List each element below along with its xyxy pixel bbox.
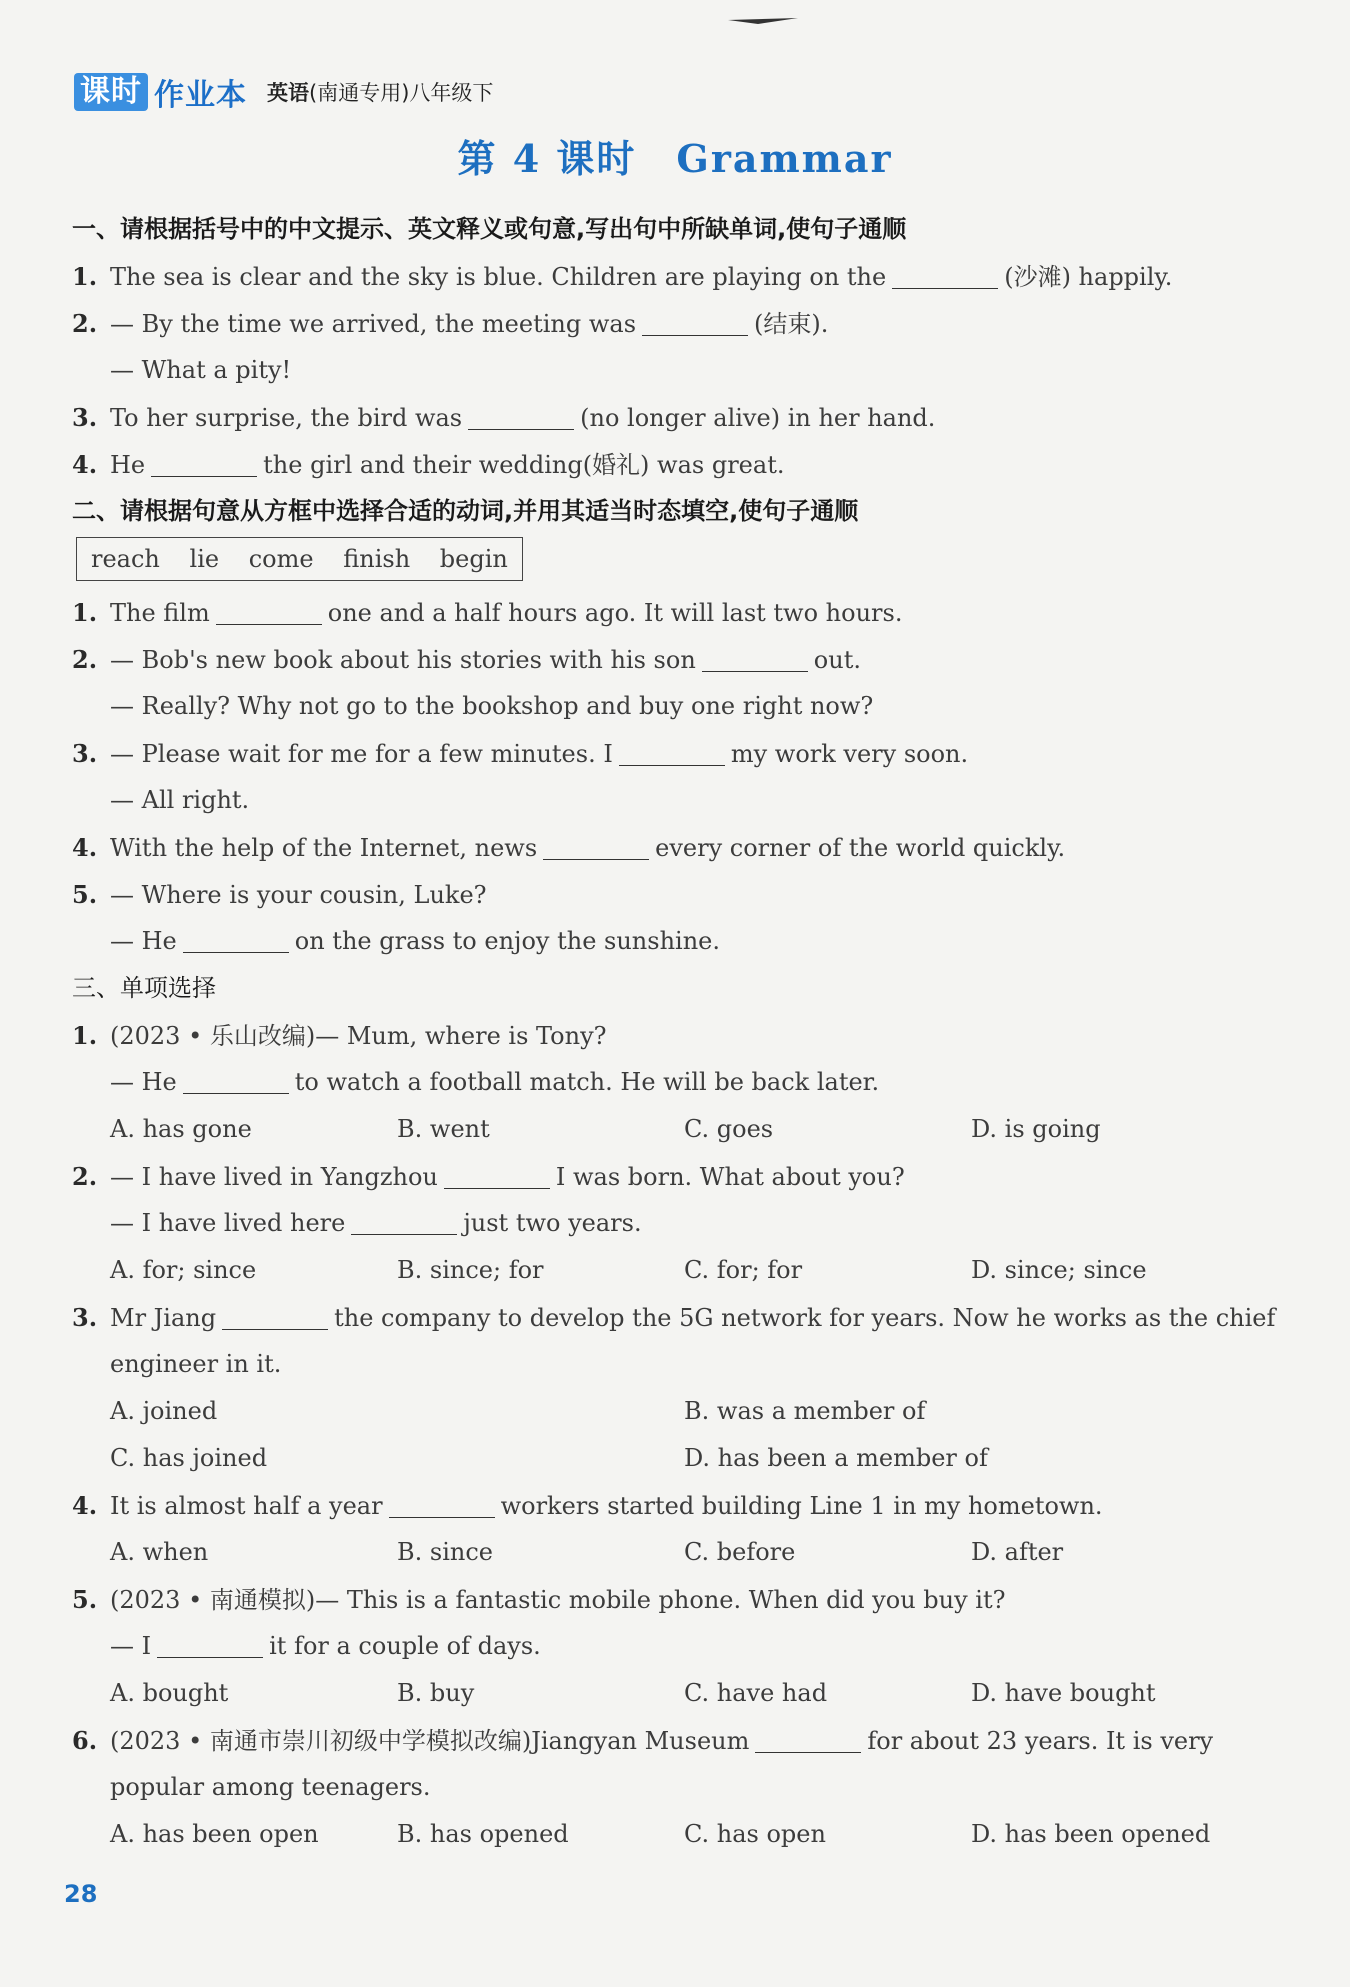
s3-q1-options	[72, 1106, 1282, 1153]
s2-question-4: 4. With the help of the Internet, news every corner of the world quickly.	[72, 824, 1282, 871]
s1-question-4: 4. He the girl and their wedding(婚礼) was great.	[72, 441, 1282, 488]
brand-logo: 课时	[74, 73, 148, 111]
option-c[interactable]: C. before	[684, 1538, 796, 1566]
s3-question-1-reply: — He to watch a football match. He will be back later.	[72, 1059, 1282, 1106]
option-b[interactable]: B. was a member of	[684, 1397, 926, 1425]
answer-blank[interactable]	[543, 829, 649, 860]
answer-blank[interactable]	[892, 258, 998, 289]
exercise-content	[72, 206, 1282, 1858]
word-option: begin	[439, 545, 508, 573]
s3-question-3-cont: engineer in it.	[110, 1350, 282, 1378]
answer-blank[interactable]	[702, 641, 808, 672]
option-c[interactable]: C. goes	[684, 1115, 774, 1143]
answer-blank[interactable]	[444, 1158, 550, 1189]
s1-question-3: 3. To her surprise, the bird was (no longer alive) in her hand.	[72, 394, 1282, 441]
page-title: 第 4 课时 Grammar	[457, 136, 893, 181]
answer-blank[interactable]	[468, 399, 574, 430]
answer-blank[interactable]	[755, 1722, 861, 1753]
option-b[interactable]: B. buy	[397, 1679, 475, 1707]
s2-question-1: 1. The film one and a half hours ago. It will last two hours.	[72, 589, 1282, 636]
word-box	[76, 537, 523, 581]
s3-question-6: 6. (2023 • 南通市崇川初级中学模拟改编)Jiangyan Museum for about 23 years. It is very	[72, 1717, 1282, 1764]
option-d[interactable]: D. has been opened	[971, 1820, 1211, 1848]
s2-question-5-reply: — He on the grass to enjoy the sunshine.	[72, 918, 1282, 965]
option-b[interactable]: B. since; for	[397, 1256, 544, 1284]
option-a[interactable]: A. when	[110, 1538, 209, 1566]
option-a[interactable]: A. has gone	[110, 1115, 252, 1143]
s3-question-2: 2. — I have lived in Yangzhou I was born. What about you?	[72, 1153, 1282, 1200]
answer-blank[interactable]	[183, 922, 289, 953]
answer-blank[interactable]	[222, 1299, 328, 1330]
option-a[interactable]: A. for; since	[110, 1256, 257, 1284]
word-option: lie	[189, 545, 220, 573]
option-a[interactable]: A. joined	[110, 1397, 218, 1425]
subject-label: 英语(南通专用)八年级下	[267, 81, 494, 105]
answer-blank[interactable]	[389, 1487, 495, 1518]
s3-question-4: 4. It is almost half a year workers started building Line 1 in my hometown.	[72, 1482, 1282, 1529]
answer-blank[interactable]	[157, 1627, 263, 1658]
page-number: 28	[64, 1880, 98, 1908]
s3-q5-options	[72, 1670, 1282, 1717]
s3-question-3: 3. Mr Jiang the company to develop the 5G network for years. Now he works as the chief	[72, 1294, 1282, 1341]
s3-question-6-cont: popular among teenagers.	[110, 1773, 431, 1801]
option-c[interactable]: C. have had	[684, 1679, 828, 1707]
option-c[interactable]: C. has open	[684, 1820, 826, 1848]
s2-question-3: 3. — Please wait for me for a few minutes. I my work very soon.	[72, 730, 1282, 777]
answer-blank[interactable]	[216, 594, 322, 625]
answer-blank[interactable]	[642, 305, 748, 336]
s3-q3-options-row1	[72, 1388, 1282, 1435]
s2-question-2-reply: — Really? Why not go to the bookshop and buy one right now?	[110, 692, 874, 720]
book-header	[74, 70, 493, 114]
option-b[interactable]: B. went	[397, 1115, 490, 1143]
option-a[interactable]: A. bought	[110, 1679, 229, 1707]
option-a[interactable]: A. has been open	[110, 1820, 319, 1848]
option-d[interactable]: D. have bought	[971, 1679, 1156, 1707]
s3-q4-options	[72, 1529, 1282, 1576]
answer-blank[interactable]	[351, 1204, 457, 1235]
s3-question-5-reply: — I it for a couple of days.	[72, 1623, 1282, 1670]
s3-q6-options	[72, 1811, 1282, 1858]
s3-question-1: 1. (2023 • 乐山改编)— Mum, where is Tony?	[72, 1021, 607, 1050]
answer-blank[interactable]	[151, 446, 257, 477]
option-d[interactable]: D. after	[971, 1538, 1064, 1566]
answer-blank[interactable]	[183, 1063, 289, 1094]
s2-question-5: 5. — Where is your cousin, Luke?	[72, 880, 487, 909]
option-d[interactable]: D. since; since	[971, 1256, 1147, 1284]
s1-question-1: 1. The sea is clear and the sky is blue. Children are playing on the (沙滩) happily.	[72, 253, 1282, 300]
s3-question-2-reply: — I have lived here just two years.	[72, 1200, 1282, 1247]
s1-question-2: 2. — By the time we arrived, the meeting was (结束).	[72, 300, 1282, 347]
word-option: come	[248, 545, 314, 573]
scan-mark	[728, 18, 798, 26]
section-2-heading: 二、请根据句意从方框中选择合适的动词,并用其适当时态填空,使句子通顺	[72, 497, 859, 525]
section-3-heading: 三、单项选择	[72, 974, 216, 1002]
answer-blank[interactable]	[619, 735, 725, 766]
option-b[interactable]: B. has opened	[397, 1820, 569, 1848]
s1-question-2-reply: — What a pity!	[110, 356, 292, 384]
s2-question-2: 2. — Bob's new book about his stories with his son out.	[72, 636, 1282, 683]
brand-name: 作业本	[154, 78, 247, 113]
option-d[interactable]: D. has been a member of	[684, 1444, 988, 1472]
option-b[interactable]: B. since	[397, 1538, 493, 1566]
s2-question-3-reply: — All right.	[110, 786, 250, 814]
word-option: reach	[91, 545, 160, 573]
option-c[interactable]: C. for; for	[684, 1256, 803, 1284]
section-1-heading: 一、请根据括号中的中文提示、英文释义或句意,写出句中所缺单词,使句子通顺	[72, 215, 907, 243]
option-c[interactable]: C. has joined	[110, 1444, 268, 1472]
word-option: finish	[343, 545, 411, 573]
option-d[interactable]: D. is going	[971, 1115, 1101, 1143]
s3-q2-options	[72, 1247, 1282, 1294]
s3-question-5: 5. (2023 • 南通模拟)— This is a fantastic mobile phone. When did you buy it?	[72, 1585, 1006, 1614]
s3-q3-options-row2	[72, 1435, 1282, 1482]
